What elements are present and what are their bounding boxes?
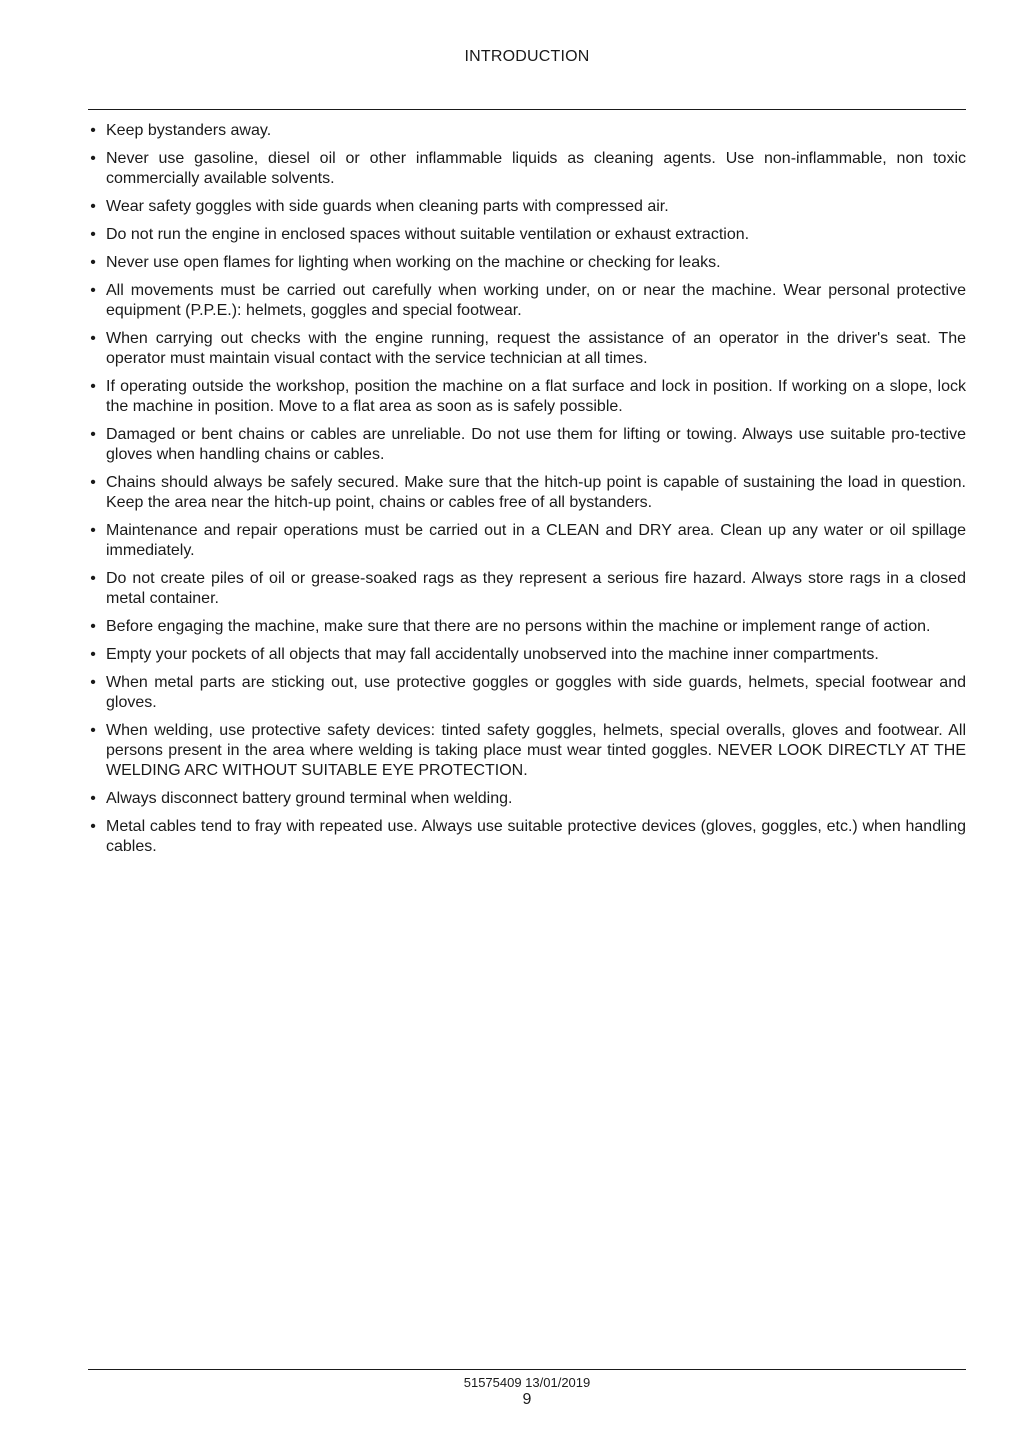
bullet-icon: • (90, 646, 96, 663)
footer-divider (88, 1369, 966, 1370)
list-item-text: Keep bystanders away. (106, 122, 272, 139)
list-item-text: Empty your pockets of all objects that may fall accidentally unobserved into the machine inner compartments. (106, 646, 879, 663)
list-item (88, 329, 966, 369)
list-item (88, 721, 966, 781)
safety-bullet-list (88, 121, 966, 857)
list-item-text: Damaged or bent chains or cables are unreliable. Do not use them for lifting or towing. Always use suitable pro-tective gloves when handling chains or cables. (106, 426, 966, 463)
footer-document-reference: 51575409 13/01/2019 (463, 1375, 591, 1390)
list-item-text: Metal cables tend to fray with repeated use. Always use suitable protective devices (gloves, goggles, etc.) when handling cables. (106, 818, 966, 855)
list-item (88, 645, 966, 665)
bullet-icon: • (90, 570, 96, 587)
bullet-icon: • (90, 722, 96, 739)
list-item-text: If operating outside the workshop, position the machine on a flat surface and lock in position. If working on a slope, lock the machine in position. Move to a flat area as soon as is safely possible. (106, 378, 966, 415)
list-item (88, 281, 966, 321)
list-item (88, 569, 966, 609)
list-item-text: Never use open flames for lighting when working on the machine or checking for leaks. (106, 254, 721, 271)
bullet-icon: • (90, 522, 96, 539)
list-item-text: Wear safety goggles with side guards when cleaning parts with compressed air. (106, 198, 669, 215)
list-item-text: Do not create piles of oil or grease-soaked rags as they represent a serious fire hazard. Always store rags in a closed metal container. (106, 570, 966, 607)
bullet-icon: • (90, 226, 96, 243)
bullet-icon: • (90, 790, 96, 807)
header-divider (88, 109, 966, 110)
list-item-text: Chains should always be safely secured. Make sure that the hitch-up point is capable of sustaining the load in question. Keep the area near the hitch-up point, chains or cables free of all bystanders. (106, 474, 966, 511)
bullet-icon: • (90, 330, 96, 347)
bullet-icon: • (90, 282, 96, 299)
list-item (88, 425, 966, 465)
bullet-icon: • (90, 150, 96, 167)
bullet-icon: • (90, 198, 96, 215)
list-item (88, 253, 966, 273)
list-item (88, 225, 966, 245)
bullet-icon: • (90, 378, 96, 395)
list-item (88, 377, 966, 417)
list-item-text: Before engaging the machine, make sure that there are no persons within the machine or implement range of action. (106, 618, 931, 635)
bullet-icon: • (90, 674, 96, 691)
list-item (88, 197, 966, 217)
list-item (88, 149, 966, 189)
bullet-icon: • (90, 474, 96, 491)
page-content (88, 121, 966, 865)
list-item-text: When carrying out checks with the engine running, request the assistance of an operator in the driver's seat. The operator must maintain visual contact with the service technician at all times. (106, 330, 966, 367)
list-item (88, 121, 966, 141)
bullet-icon: • (90, 122, 96, 139)
list-item-text: When metal parts are sticking out, use protective goggles or goggles with side guards, helmets, special footwear and gloves. (106, 674, 966, 711)
list-item (88, 673, 966, 713)
bullet-icon: • (90, 426, 96, 443)
bullet-icon: • (90, 618, 96, 635)
page-header-title: INTRODUCTION (464, 48, 590, 65)
list-item (88, 817, 966, 857)
list-item-text: Do not run the engine in enclosed spaces without suitable ventilation or exhaust extraction. (106, 226, 750, 243)
list-item (88, 521, 966, 561)
list-item-text: Maintenance and repair operations must be carried out in a CLEAN and DRY area. Clean up any water or oil spillage immediately. (106, 522, 966, 559)
list-item-text: All movements must be carried out carefully when working under, on or near the machine. Wear personal protective equipment (P.P.E.): helmets, goggles and special footwear. (106, 282, 966, 319)
list-item (88, 617, 966, 637)
page-number: 9 (522, 1391, 532, 1408)
bullet-icon: • (90, 254, 96, 271)
list-item (88, 473, 966, 513)
bullet-icon: • (90, 818, 96, 835)
list-item (88, 789, 966, 809)
list-item-text: Never use gasoline, diesel oil or other inflammable liquids as cleaning agents. Use non-inflammable, non toxic commercially available solvents. (106, 150, 966, 187)
list-item-text: Always disconnect battery ground terminal when welding. (106, 790, 513, 807)
list-item-text: When welding, use protective safety devices: tinted safety goggles, helmets, special overalls, gloves and footwear. All persons present in the area where welding is taking place must wear tinted goggles. NEVER LOOK DIRECTLY AT THE WELDING ARC WITHOUT SUITABLE EYE PROTECTION. (106, 722, 966, 779)
